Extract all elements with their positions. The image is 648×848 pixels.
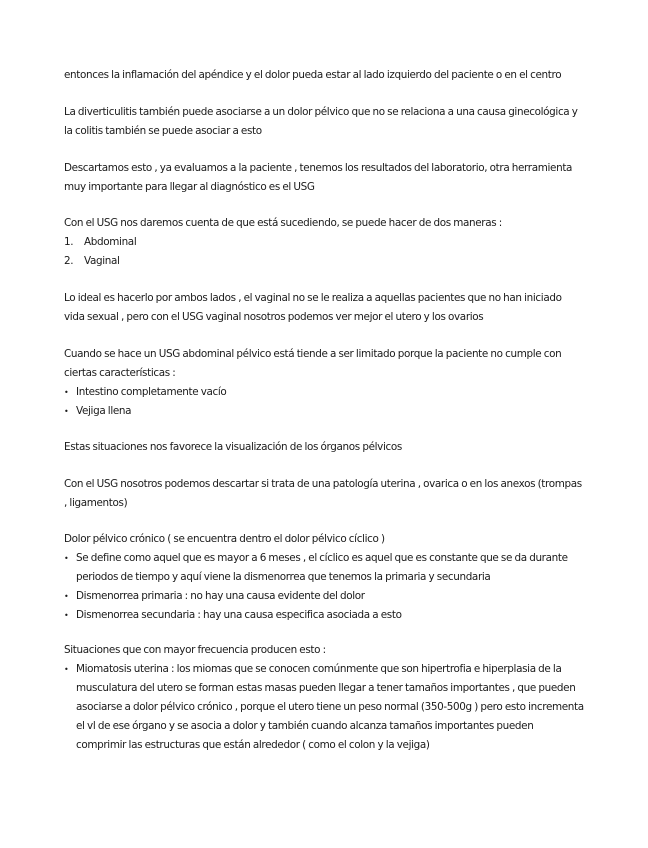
- list-item: • Intestino completamente vacío: [64, 383, 584, 402]
- paragraph-diverticulitis: La diverticulitis también puede asociarse a un dolor pélvico que no se relaciona a una causa ginecológica y la colitis también se puede asociar a esto: [64, 106, 578, 137]
- section-heading: Dolor pélvico crónico ( se encuentra dentro el dolor pélvico cíclico ): [64, 533, 385, 545]
- list-item: • Se define como aquel que es mayor a 6 meses , el cíclico es aquel que es constante que se da durante periodos de tiempo y aquí viene la dismenorrea que tenemos la primaria y secundaria: [64, 549, 584, 587]
- section-frequent-causes: [64, 641, 584, 755]
- paragraph-ideal-approach: Lo ideal es hacerlo por ambos lados , el vaginal no se le realiza a aquellas pacientes que no han iniciado vida sexual , pero con el USG vaginal nosotros podemos ver mejor el utero y los ovarios: [64, 292, 562, 323]
- chronic-pain-list: [64, 549, 584, 625]
- list-number: 1.: [64, 236, 74, 248]
- section-usg-methods: [64, 214, 584, 271]
- paragraph-visualization: Estas situaciones nos favorece la visualización de los órganos pélvicos: [64, 441, 402, 453]
- list-item: • Miomatosis uterina : los miomas que se conocen comúnmente que son hipertrofia e hiperplasia de la musculatura del utero se forman estas masas pueden llegar a tener tamaños importantes , que pueden asociarse a dolor pélvico crónico , porque el utero tiene un peso normal (350-500g ) pero esto incrementa el vl de ese órgano y se asocia a dolor y también cuando alcanza tamaños importantes pueden comprimir las estructuras que están alrededor ( como el colon y la vejiga): [64, 660, 584, 755]
- list-item: [64, 252, 584, 271]
- paragraph-discard-pathology: Con el USG nosotros podemos descartar si trata de una patología uterina , ovarica o en los anexos (trompas , ligamentos): [64, 478, 582, 509]
- paragraph-appendix: entonces la inflamación del apéndice y el dolor pueda estar al lado izquierdo del paciente o en el centro: [64, 69, 562, 81]
- requirements-list: [64, 383, 584, 421]
- list-item: • Vejiga llena: [64, 402, 584, 421]
- paragraph-usg-diagnosis: Descartamos esto , ya evaluamos a la paciente , tenemos los resultados del laboratorio, otra herramienta muy importante para llegar al diagnóstico es el USG: [64, 162, 573, 193]
- section-chronic-pelvic-pain: [64, 530, 584, 625]
- section-heading: Situaciones que con mayor frecuencia producen esto :: [64, 644, 326, 656]
- list-item-label: Vaginal: [84, 255, 120, 267]
- section-abdominal-requirements: [64, 345, 584, 421]
- list-item: [64, 233, 584, 252]
- list-number: 2.: [64, 255, 74, 267]
- usg-methods-list: [64, 233, 584, 271]
- paragraph-abdominal-limits: Cuando se hace un USG abdominal pélvico está tiende a ser limitado porque la paciente no cumple con ciertas características :: [64, 348, 562, 379]
- list-item-label: Abdominal: [84, 236, 137, 248]
- paragraph-usg-methods-intro: Con el USG nos daremos cuenta de que está sucediendo, se puede hacer de dos maneras :: [64, 217, 502, 229]
- list-item: • Dismenorrea primaria : no hay una causa evidente del dolor: [64, 587, 584, 606]
- frequent-causes-list: [64, 660, 584, 755]
- list-item: • Dismenorrea secundaria : hay una causa especifica asociada a esto: [64, 606, 584, 625]
